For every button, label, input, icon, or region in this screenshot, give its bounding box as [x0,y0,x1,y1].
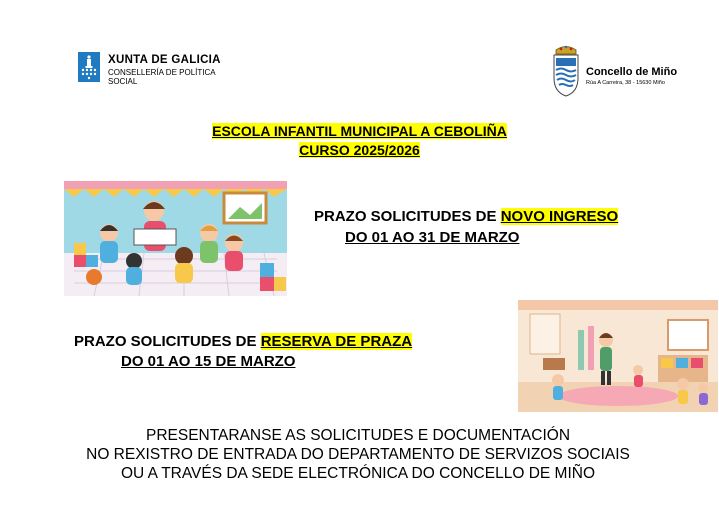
school-name: ESCOLA INFANTIL MUNICIPAL A CEBOLIÑA [212,123,507,139]
concello-name: Concello de Miño [586,66,678,78]
novo-ingreso-highlight: NOVO INGRESO [500,208,619,225]
xunta-name: XUNTA DE GALICIA [108,54,221,66]
xunta-department-line2: SOCIAL [108,77,138,86]
title-line1 [0,123,719,139]
novo-ingreso-dates: DO 01 AO 31 DE MARZO [345,229,520,246]
xunta-department-line1: CONSELLERÍA DE POLÍTICA [108,68,216,77]
xunta-logo [78,52,238,86]
concello-logo [550,44,690,98]
reserva-deadline [74,333,412,350]
novo-ingreso-deadline [314,208,618,225]
reserva-dates: DO 01 AO 15 DE MARZO [121,353,296,370]
coat-of-arms-icon [550,44,582,103]
footer-line1: PRESENTARANSE AS SOLICITUDES E DOCUMENTACIÓN [145,427,571,444]
classroom-illustration [518,300,718,412]
novo-ingreso-prefix: PRAZO SOLICITUDES DE [314,208,501,225]
reserva-highlight: RESERVA DE PRAZA [260,333,413,350]
footer-line3: OU A TRAVÉS DA SEDE ELECTRÓNICA DO CONCELLO DE MIÑO [120,465,595,482]
concello-address: Rúa A Carreira, 38 - 15630 Miño [586,80,665,86]
school-year: CURSO 2025/2026 [299,142,420,158]
xunta-emblem-icon [78,52,100,82]
footer-line2: NO REXISTRO DE ENTRADA DO DEPARTAMENTO DE SERVIZOS SOCIAIS [86,446,630,463]
reserva-dates-line [121,353,295,370]
reserva-prefix: PRAZO SOLICITUDES DE [74,333,261,350]
title-line2 [0,142,719,158]
children-reading-illustration [64,181,287,296]
novo-ingreso-dates-line [345,229,519,246]
